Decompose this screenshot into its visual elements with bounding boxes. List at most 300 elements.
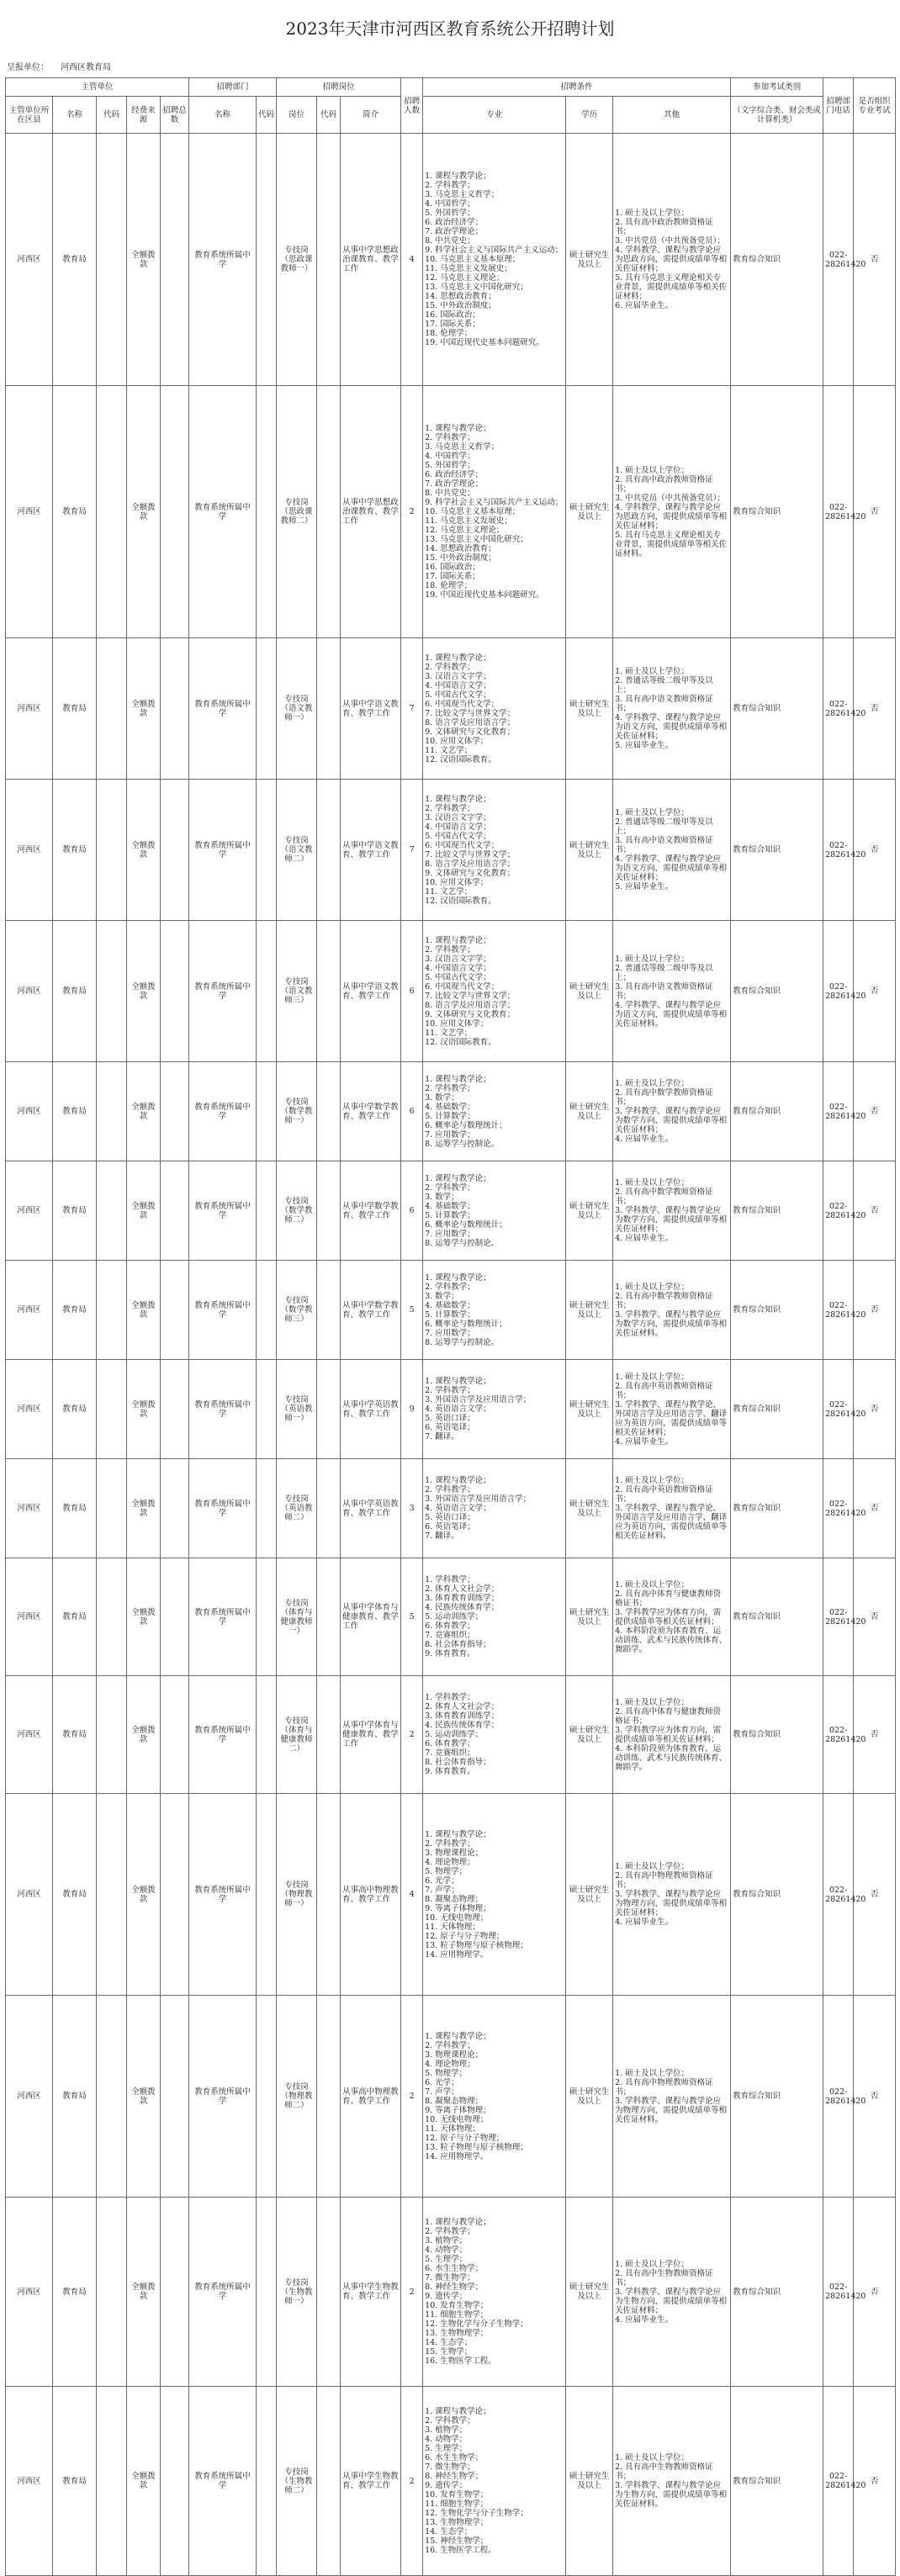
list-line: 14. 思想政治教育；	[425, 544, 496, 553]
list-line: 11. 马克思主义发展史；	[425, 264, 512, 273]
cell-exam: 教育综合知识	[731, 1459, 823, 1558]
list-line: 2. 具有高中体育与健康教师资格证书；	[615, 1706, 722, 1726]
list-line: 8. 语言学及应用语言学；	[425, 859, 516, 869]
list-line: 9. 体育教育。	[425, 1767, 475, 1776]
cell-count: 4	[401, 1794, 423, 1996]
cell-count: 4	[401, 134, 423, 386]
cell-count: 2	[401, 2387, 423, 2576]
list-line: 6. 概率论与数理统计；	[425, 1120, 507, 1130]
list-line: 7. 微生物学；	[425, 2273, 475, 2282]
cell-position: 专技岗（生物教师一）	[277, 2198, 317, 2387]
cell-count: 7	[401, 780, 423, 921]
cell-pos-code	[317, 1161, 341, 1261]
list-line: 13. 生物物理学；	[425, 2329, 489, 2338]
cell-intro: 从事中学语文教育、教学工作	[341, 638, 401, 780]
list-line: 5. 计算数学；	[425, 1111, 475, 1121]
list-line: 5. 具有马克思主义理论相关专业背景，需提供成绩单等相关佐证材料。	[615, 530, 728, 558]
cell-majors	[423, 1062, 566, 1161]
cell-education: 硕士研究生及以上	[566, 1558, 613, 1676]
cell-dept-code	[257, 1676, 277, 1794]
cell-intro: 从事中学思想政治课教育、教学工作	[341, 134, 401, 386]
table-row	[6, 2198, 896, 2387]
list-line: 6. 中国现当代文学；	[425, 981, 500, 992]
cell-count: 6	[401, 1161, 423, 1261]
cell-unit-name: 教育局	[53, 2387, 97, 2576]
list-line: 11. 文艺学；	[425, 1028, 473, 1038]
cell-dept-name: 教育系统所属中学	[189, 134, 257, 386]
list-line: 1. 硕士及以上学位；	[615, 667, 690, 676]
cell-education: 硕士研究生及以上	[566, 1062, 613, 1161]
cell-unit-name: 教育局	[53, 1996, 97, 2198]
cell-district: 河西区	[6, 134, 53, 386]
list-line: 6. 英语笔译；	[425, 1423, 475, 1432]
list-line: 2. 学科教学；	[425, 1083, 475, 1093]
list-line: 7. 竞赛组织；	[425, 1748, 475, 1758]
cell-education: 硕士研究生及以上	[566, 1360, 613, 1459]
cell-total	[161, 921, 189, 1062]
list-line: 5. 物理学；	[425, 1866, 468, 1876]
cell-other	[613, 2198, 731, 2387]
cell-position: 专技岗（物理教师二）	[277, 1996, 317, 2198]
header-supervisor: 主管单位	[6, 78, 189, 97]
cell-dept-name: 教育系统所属中学	[189, 1161, 257, 1261]
cell-majors	[423, 1161, 566, 1261]
cell-total	[161, 1062, 189, 1161]
list-line: 3. 学科教学、课程与教学论应为物理方向，需提供成绩单等相关佐证材料；	[615, 1890, 728, 1917]
cell-unit-code	[97, 1261, 127, 1360]
cell-majors	[423, 1459, 566, 1558]
list-line: 4. 基础数学；	[425, 1201, 475, 1211]
list-line: 7. 翻译。	[425, 1531, 459, 1541]
list-line: 8. 凝聚态物理；	[425, 2096, 484, 2106]
cell-phone: 022-28261420	[823, 1558, 854, 1676]
cell-intro: 从事中学语文教育、教学工作	[341, 921, 401, 1062]
list-line: 19. 中国近现代史基本问题研究。	[425, 338, 544, 347]
cell-funding: 全额拨款	[127, 1062, 161, 1161]
list-line: 4. 学科教学、课程与教学论应为语文方向，需提供成绩单等相关佐证材料。	[615, 1000, 728, 1029]
table-header	[6, 78, 896, 134]
list-line: 3. 学科教学、课程与教学论应为数学方向，需提供成绩单等相关佐证材料。	[615, 1309, 728, 1338]
cell-pos-code	[317, 1558, 341, 1676]
list-line: 6. 政治经济学；	[425, 218, 484, 227]
list-line: 16. 生物医学工程。	[425, 2356, 496, 2366]
table-row	[6, 1261, 896, 1360]
cell-majors	[423, 1794, 566, 1996]
list-line: 9. 科学社会主义与国际共产主义运动；	[425, 498, 564, 507]
list-line: 9. 等离子体物理；	[425, 2105, 491, 2115]
list-line: 4. 应届毕业生。	[615, 1135, 674, 1144]
cell-count: 2	[401, 2198, 423, 2387]
cell-total	[161, 1459, 189, 1558]
cell-count: 2	[401, 1996, 423, 2198]
list-line: 9. 文体研究与文化教育；	[425, 868, 516, 878]
cell-district: 河西区	[6, 2387, 53, 2576]
list-line: 6. 水生生物学；	[425, 2453, 484, 2462]
cell-exam: 教育综合知识	[731, 1360, 823, 1459]
list-line: 1. 课程与教学论；	[425, 1476, 491, 1485]
cell-dept-code	[257, 638, 277, 780]
header-district: 主管单位所在区县	[6, 97, 53, 134]
cell-prof-exam: 否	[854, 1794, 896, 1996]
list-line: 8. 神经生物学；	[425, 2282, 484, 2292]
list-line: 2. 学科教学；	[425, 1838, 475, 1849]
list-line: 12. 生物化学与分子生物学；	[425, 2509, 528, 2518]
cell-education: 硕士研究生及以上	[566, 386, 613, 638]
cell-total	[161, 1676, 189, 1794]
cell-unit-code	[97, 1558, 127, 1676]
header-exam: 参加考试类别	[731, 78, 823, 97]
table-row	[6, 1062, 896, 1161]
cell-unit-code	[97, 780, 127, 921]
table-row	[6, 134, 896, 386]
cell-total	[161, 1360, 189, 1459]
list-line: 9. 遗传学；	[425, 2481, 468, 2490]
list-line: 12. 生物化学与分子生物学；	[425, 2319, 528, 2329]
cell-pos-code	[317, 921, 341, 1062]
list-line: 1. 硕士及以上学位；	[615, 1579, 690, 1590]
cell-education: 硕士研究生及以上	[566, 1459, 613, 1558]
list-line: 7. 比较文学与世界文学；	[425, 991, 516, 1001]
list-line: 8. 语言学及应用语言学；	[425, 717, 516, 727]
cell-district: 河西区	[6, 1794, 53, 1996]
cell-education: 硕士研究生及以上	[566, 1261, 613, 1360]
cell-majors	[423, 1261, 566, 1360]
cell-district: 河西区	[6, 1062, 53, 1161]
list-line: 4. 学科教学、课程与教学论应为思政方向，需提供成绩单等相关佐证材料；	[615, 246, 728, 273]
list-line: 1. 硕士及以上学位；	[615, 2453, 690, 2462]
table-row	[6, 1996, 896, 2198]
list-line: 1. 硕士及以上学位；	[615, 1697, 690, 1707]
list-line: 7. 翻译。	[425, 1432, 459, 1441]
list-line: 4. 民族传统体育学；	[425, 1721, 500, 1730]
list-line: 2. 普通话等级二级甲等及以上；	[615, 963, 713, 982]
cell-dept-name: 教育系统所属中学	[189, 2387, 257, 2576]
cell-unit-name: 教育局	[53, 638, 97, 780]
cell-funding: 全额拨款	[127, 1261, 161, 1360]
list-line: 5. 运动训练学；	[425, 1612, 484, 1621]
cell-funding: 全额拨款	[127, 1161, 161, 1261]
table-row	[6, 1459, 896, 1558]
list-line: 4. 中国语言文学；	[425, 680, 491, 690]
cell-exam: 教育综合知识	[731, 1261, 823, 1360]
list-line: 9. 等离子体物理；	[425, 1903, 491, 1913]
list-line: 4. 中国语言文学；	[425, 822, 491, 832]
cell-position: 专技岗（英语教师一）	[277, 1360, 317, 1459]
cell-dept-name: 教育系统所属中学	[189, 1676, 257, 1794]
cell-unit-name: 教育局	[53, 1459, 97, 1558]
header-conditions: 招聘条件	[423, 78, 731, 97]
list-line: 18. 伦理学；	[425, 329, 473, 338]
list-line: 6. 光学；	[425, 2077, 459, 2087]
list-line: 9. 遗传学；	[425, 2292, 468, 2301]
cell-education: 硕士研究生及以上	[566, 638, 613, 780]
cell-unit-code	[97, 2198, 127, 2387]
list-line: 5. 中国古代文学；	[425, 690, 491, 700]
list-line: 11. 天体物理；	[425, 2124, 480, 2134]
list-line: 3. 汉语言文字学；	[425, 954, 491, 964]
cell-unit-code	[97, 134, 127, 386]
cell-other	[613, 638, 731, 780]
list-line: 3. 学科教学应为体育方向，需提供成绩单等相关佐证材料；	[615, 1725, 722, 1744]
header-exam-sub: （文字综合类、财会类或计算机类）	[731, 97, 823, 134]
list-line: 12. 汉语国际教育。	[425, 1037, 496, 1047]
table-body	[6, 134, 896, 2576]
list-line: 3. 学科教学、课程与教学论应为数学方向，需提供成绩单等相关佐证材料；	[615, 1206, 728, 1234]
cell-funding: 全额拨款	[127, 2387, 161, 2576]
list-line: 1. 硕士及以上学位；	[615, 1862, 690, 1871]
list-line: 7. 应用数学；	[425, 1129, 475, 1140]
cell-dept-code	[257, 2198, 277, 2387]
list-line: 7. 竞赛组织；	[425, 1631, 475, 1640]
cell-count: 9	[401, 1360, 423, 1459]
cell-prof-exam: 否	[854, 1062, 896, 1161]
list-line: 6. 水生生物学；	[425, 2264, 484, 2273]
list-line: 2. 学科教学；	[425, 181, 475, 190]
list-line: 1. 课程与教学论；	[425, 1074, 491, 1084]
cell-dept-name: 教育系统所属中学	[189, 780, 257, 921]
list-line: 13. 生物物理学；	[425, 2518, 489, 2527]
cell-dept-name: 教育系统所属中学	[189, 921, 257, 1062]
list-line: 2. 学科教学；	[425, 1386, 475, 1395]
list-line: 3. 学科教学、课程与教学论、外国语言学及应用语言学、翻译应为英语方向，需提供成绩单等相关佐证材料；	[615, 1399, 728, 1437]
list-line: 3. 具有高中语文教师资格证书；	[615, 836, 713, 854]
header-pos: 岗位	[277, 97, 317, 134]
cell-other	[613, 2387, 731, 2576]
list-line: 10. 无线电物理；	[425, 1912, 489, 1923]
list-line: 5. 生理学；	[425, 2444, 468, 2453]
list-line: 15. 生物学；	[425, 2347, 473, 2356]
list-line: 10. 马克思主义基本原理；	[425, 255, 521, 264]
list-line: 1. 硕士及以上学位；	[615, 2068, 690, 2078]
table-row	[6, 1360, 896, 1459]
cell-dept-name: 教育系统所属中学	[189, 386, 257, 638]
list-line: 1. 课程与教学论；	[425, 172, 491, 181]
list-line: 5. 英语口译；	[425, 1414, 475, 1423]
list-line: 2. 具有高中政治教师资格证书；	[615, 218, 713, 236]
cell-phone: 022-28261420	[823, 386, 854, 638]
list-line: 2. 学科教学；	[425, 433, 475, 442]
cell-district: 河西区	[6, 1676, 53, 1794]
cell-unit-code	[97, 1360, 127, 1459]
cell-pos-code	[317, 638, 341, 780]
cell-unit-name: 教育局	[53, 134, 97, 386]
header-phone: 招聘部门电话	[823, 78, 854, 134]
list-line: 14. 应用物理学。	[425, 1949, 489, 1960]
cell-intro: 从事中学体育与健康教育、教学工作	[341, 1558, 401, 1676]
cell-exam: 教育综合知识	[731, 1996, 823, 2198]
header-education: 学历	[566, 97, 613, 134]
list-line: 2. 具有高中英语教师资格证书；	[615, 1381, 713, 1400]
cell-prof-exam: 否	[854, 638, 896, 780]
cell-district: 河西区	[6, 2198, 53, 2387]
cell-phone: 022-28261420	[823, 1261, 854, 1360]
list-line: 3. 植物学；	[425, 2425, 468, 2435]
list-line: 9. 文体研究与文化教育；	[425, 1009, 516, 1019]
cell-position: 专技岗（体育与健康教师二）	[277, 1676, 317, 1794]
list-line: 14. 应用物理学。	[425, 2151, 489, 2161]
cell-position: 专技岗（语文教师一）	[277, 638, 317, 780]
table-row	[6, 1794, 896, 1996]
list-line: 3. 具有高中语文教师资格证书；	[615, 695, 713, 713]
list-line: 1. 学科教学；	[425, 1575, 475, 1584]
list-line: 6. 英语笔译；	[425, 1522, 475, 1531]
list-line: 5. 外国哲学；	[425, 461, 475, 470]
cell-prof-exam: 否	[854, 1360, 896, 1459]
header-code: 代码	[97, 97, 127, 134]
list-line: 1. 硕士及以上学位；	[615, 209, 690, 218]
cell-position: 专技岗（语文教师二）	[277, 780, 317, 921]
cell-pos-code	[317, 2387, 341, 2576]
list-line: 14. 生态学；	[425, 2527, 473, 2536]
cell-intro: 从事中学生物教育、教学工作	[341, 2198, 401, 2387]
list-line: 17. 国际关系；	[425, 320, 480, 329]
list-line: 4. 本科阶段须为体育教育、运动训练、武术与民族传统体育、舞蹈学。	[615, 1743, 728, 1772]
cell-district: 河西区	[6, 1261, 53, 1360]
cell-unit-code	[97, 1459, 127, 1558]
cell-other	[613, 1161, 731, 1261]
cell-prof-exam: 否	[854, 2387, 896, 2576]
list-line: 17. 国际关系；	[425, 572, 480, 581]
list-line: 2. 普通话等级二级甲等及以上；	[615, 817, 713, 836]
cell-unit-name: 教育局	[53, 1360, 97, 1459]
list-line: 5. 中国古代文学；	[425, 831, 491, 841]
cell-majors	[423, 1558, 566, 1676]
list-line: 1. 硕士及以上学位；	[615, 1372, 690, 1382]
header-intro: 简介	[341, 97, 401, 134]
cell-other	[613, 1459, 731, 1558]
list-line: 16. 国际政治；	[425, 563, 480, 572]
cell-exam: 教育综合知识	[731, 780, 823, 921]
cell-phone: 022-28261420	[823, 780, 854, 921]
cell-prof-exam: 否	[854, 780, 896, 921]
list-line: 8. 社会体育指导；	[425, 1640, 491, 1649]
cell-majors	[423, 2387, 566, 2576]
cell-phone: 022-28261420	[823, 921, 854, 1062]
cell-dept-code	[257, 2387, 277, 2576]
cell-intro: 从事中学数学教育、教学工作	[341, 1161, 401, 1261]
cell-education: 硕士研究生及以上	[566, 134, 613, 386]
list-line: 3. 马克思主义哲学；	[425, 442, 500, 452]
cell-other	[613, 780, 731, 921]
list-line: 6. 体育教学；	[425, 1621, 475, 1631]
cell-unit-name: 教育局	[53, 2198, 97, 2387]
list-line: 10. 应用文体学；	[425, 1018, 489, 1029]
cell-intro: 从事中学生物教育、教学工作	[341, 2387, 401, 2576]
cell-funding: 全额拨款	[127, 386, 161, 638]
list-line: 2. 具有高中数学教师资格证书；	[615, 1291, 713, 1310]
cell-position: 专技岗（英语教师二）	[277, 1459, 317, 1558]
list-line: 2. 具有高中生物教师资格证书；	[615, 2462, 713, 2481]
list-line: 12. 原子与分子物理；	[425, 1931, 505, 1941]
cell-education: 硕士研究生及以上	[566, 780, 613, 921]
cell-district: 河西区	[6, 1996, 53, 2198]
list-line: 4. 本科阶段须为体育教育、运动训练、武术与民族传统体育、舞蹈学。	[615, 1626, 728, 1654]
cell-majors	[423, 780, 566, 921]
list-line: 2. 普通话等级二级甲等及以上；	[615, 676, 713, 695]
cell-total	[161, 1558, 189, 1676]
list-line: 4. 基础数学；	[425, 1300, 475, 1310]
cell-position: 专技岗（语文教师三）	[277, 921, 317, 1062]
header-total: 招聘总数	[161, 97, 189, 134]
list-line: 4. 理论物理；	[425, 2059, 475, 2069]
cell-count: 7	[401, 638, 423, 780]
list-line: 8. 运筹学与控制论。	[425, 1139, 500, 1149]
header-pos-code: 代码	[317, 97, 341, 134]
list-line: 13. 马克思主义中国化研究；	[425, 283, 528, 292]
list-line: 3. 马克思主义哲学；	[425, 190, 500, 199]
cell-unit-name: 教育局	[53, 1558, 97, 1676]
cell-exam: 教育综合知识	[731, 1161, 823, 1261]
list-line: 2. 学科教学；	[425, 1282, 475, 1292]
list-line: 1. 课程与教学论；	[425, 794, 491, 804]
list-line: 4. 应届毕业生。	[615, 1917, 674, 1927]
cell-dept-code	[257, 1558, 277, 1676]
list-line: 11. 细胞生物学；	[425, 2499, 489, 2509]
list-line: 2. 学科教学；	[425, 803, 475, 813]
list-line: 3. 体育教育训练学；	[425, 1594, 500, 1603]
list-line: 5. 应届毕业生。	[615, 882, 674, 891]
list-line: 2. 学科教学；	[425, 1485, 475, 1494]
cell-exam: 教育综合知识	[731, 1794, 823, 1996]
cell-phone: 022-28261420	[823, 1676, 854, 1794]
list-line: 10. 马克思主义基本原理；	[425, 507, 521, 516]
list-line: 2. 具有高中体育与健康教师资格证书；	[615, 1589, 722, 1608]
header-dept-code: 代码	[257, 97, 277, 134]
list-line: 3. 学科教学、课程与教学论应为生物方向，需提供成绩单等相关佐证材料。	[615, 2481, 728, 2509]
list-line: 2. 学科教学；	[425, 662, 475, 672]
cell-unit-code	[97, 921, 127, 1062]
list-line: 3. 数学；	[425, 1092, 459, 1103]
cell-intro: 从事高中物理教育、教学工作	[341, 1794, 401, 1996]
cell-prof-exam: 否	[854, 2198, 896, 2387]
cell-dept-code	[257, 921, 277, 1062]
reporting-unit-value: 河西区教育局	[61, 63, 111, 72]
cell-other	[613, 1360, 731, 1459]
cell-majors	[423, 134, 566, 386]
cell-total	[161, 2198, 189, 2387]
cell-dept-code	[257, 1161, 277, 1261]
cell-phone: 022-28261420	[823, 2198, 854, 2387]
cell-unit-code	[97, 638, 127, 780]
cell-district: 河西区	[6, 780, 53, 921]
list-line: 4. 民族传统体育学；	[425, 1603, 500, 1612]
cell-count: 5	[401, 1558, 423, 1676]
cell-pos-code	[317, 386, 341, 638]
cell-unit-code	[97, 1161, 127, 1261]
cell-dept-code	[257, 1459, 277, 1558]
cell-other	[613, 1062, 731, 1161]
cell-position: 专技岗（生物教师二）	[277, 2387, 317, 2576]
cell-exam: 教育综合知识	[731, 2387, 823, 2576]
list-line: 8. 神经生物学；	[425, 2472, 484, 2481]
cell-majors	[423, 1360, 566, 1459]
cell-majors	[423, 1676, 566, 1794]
list-line: 3. 汉语言文字学；	[425, 671, 491, 681]
list-line: 10. 应用文体学；	[425, 736, 489, 746]
cell-intro: 从事中学英语教育、教学工作	[341, 1360, 401, 1459]
list-line: 12. 汉语国际教育。	[425, 754, 496, 764]
cell-unit-code	[97, 1676, 127, 1794]
cell-dept-name: 教育系统所属中学	[189, 1996, 257, 2198]
list-line: 4. 英语语言文学；	[425, 1404, 491, 1414]
list-line: 5. 具有马克思主义理论相关专业背景，需提供成绩单等相关佐证材料；	[615, 273, 728, 301]
cell-unit-name: 教育局	[53, 1794, 97, 1996]
list-line: 12. 原子与分子物理；	[425, 2133, 505, 2143]
list-line: 1. 课程与教学论；	[425, 2031, 491, 2041]
list-line: 8. 语言学及应用语言学；	[425, 1000, 516, 1010]
list-line: 18. 伦理学；	[425, 581, 473, 590]
list-line: 1. 课程与教学论；	[425, 653, 491, 663]
